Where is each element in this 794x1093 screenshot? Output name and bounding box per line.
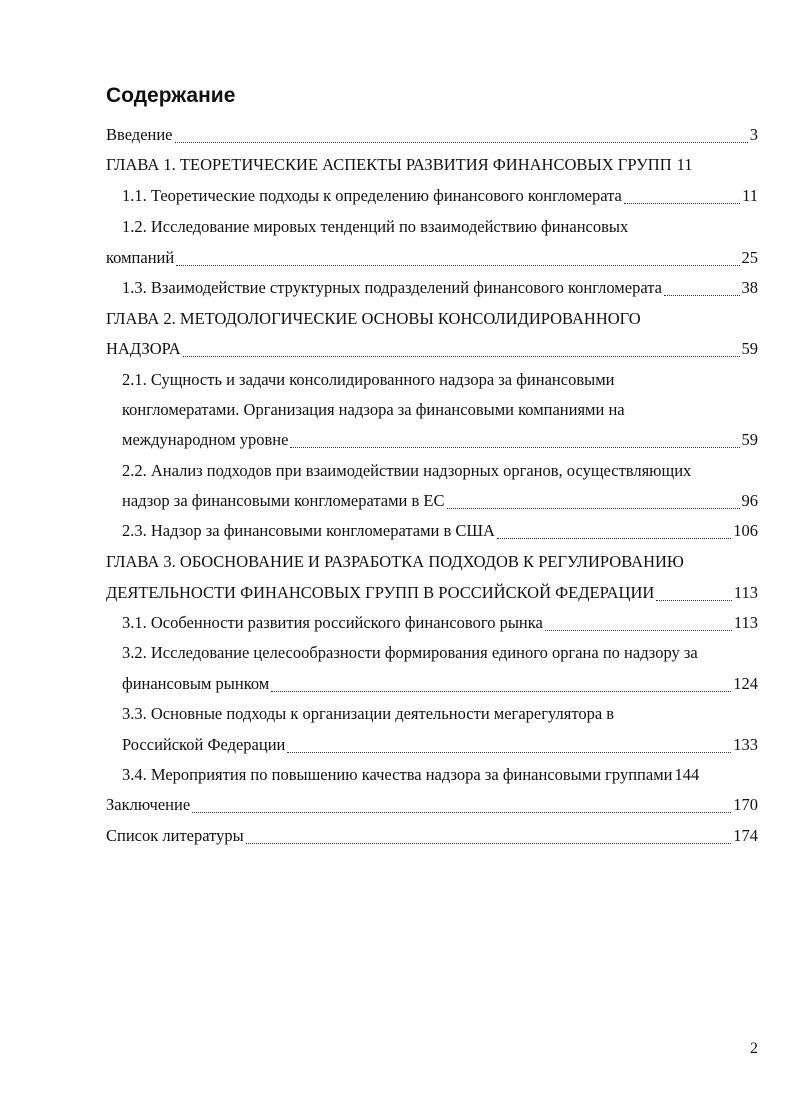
toc-entry-chapter-3-line1: ГЛАВА 3. ОБОСНОВАНИЕ И РАЗРАБОТКА ПОДХОДОВ К РЕГУЛИРОВАНИЮ — [106, 552, 684, 571]
dot-leader — [624, 203, 740, 204]
toc-entry-2-1-line1: 2.1. Сущность и задачи консолидированного надзора за финансовыми — [122, 370, 615, 389]
toc-entry-2-2 — [122, 486, 758, 516]
toc-entry-text: надзор за финансовыми конгломератами в ЕС — [122, 491, 445, 510]
dot-leader — [545, 630, 732, 631]
toc-entry-text: Заключение — [106, 795, 191, 814]
toc-entry-conclusion — [106, 790, 758, 820]
toc-entry-text: ДЕЯТЕЛЬНОСТИ ФИНАНСОВЫХ ГРУПП В РОССИЙСКОЙ ФЕДЕРАЦИИ — [106, 583, 655, 602]
toc-entry-intro — [106, 120, 758, 150]
page-title: Содержание — [106, 84, 236, 107]
toc-entry-references — [106, 821, 758, 851]
dot-leader — [497, 538, 731, 539]
dot-leader — [271, 691, 731, 692]
toc-page-number: 144 — [674, 765, 700, 784]
toc-entry-text: международном уровне — [122, 430, 289, 449]
toc-entry-2-1-line2: конгломератами. Организация надзора за финансовыми компаниями на — [122, 400, 625, 419]
toc-page-number: 133 — [733, 735, 758, 754]
page-number: 2 — [750, 1040, 758, 1057]
dot-leader — [664, 295, 740, 296]
toc-entry-1-2 — [106, 243, 758, 273]
toc-entry-text: финансовым рынком — [122, 674, 270, 693]
toc-entry-3-4 — [122, 760, 758, 790]
toc-entry-text: Список литературы — [106, 826, 244, 845]
toc-page-number: 25 — [741, 248, 758, 267]
toc-entry-3-3-line1: 3.3. Основные подходы к организации деятельности мегарегулятора в — [122, 704, 615, 723]
toc-entry-1-2-line1: 1.2. Исследование мировых тенденций по взаимодействию финансовых — [122, 217, 629, 236]
toc-entry-text: 1.1. Теоретические подходы к определению финансового конгломерата — [122, 186, 622, 205]
toc-page-number: 96 — [741, 491, 758, 510]
dot-leader — [246, 843, 732, 844]
toc-page-number: 59 — [741, 430, 758, 449]
toc-page-number: 174 — [733, 826, 758, 845]
dot-leader — [290, 447, 739, 448]
toc-page-number: 113 — [733, 583, 758, 602]
toc-entry-text: компаний — [106, 248, 175, 267]
dot-leader — [175, 142, 748, 143]
toc-entry-3-1 — [122, 608, 758, 638]
toc-entry-3-2 — [122, 669, 758, 699]
toc-entry-text: 3.1. Особенности развития российского финансового рынка — [122, 613, 543, 632]
toc-entry-1-1 — [122, 181, 758, 211]
toc-page-number: 106 — [733, 521, 758, 540]
toc-entry-3-2-line1: 3.2. Исследование целесообразности формирования единого органа по надзору за — [122, 643, 698, 662]
toc-entry-chapter-2 — [106, 334, 758, 364]
dot-leader — [447, 508, 740, 509]
toc-page-number: 38 — [741, 278, 758, 297]
dot-leader — [176, 265, 739, 266]
toc-entry-2-1 — [122, 425, 758, 455]
toc-entry-2-2-line1: 2.2. Анализ подходов при взаимодействии надзорных органов, осуществляющих — [122, 461, 692, 480]
toc-page-number: 3 — [749, 125, 758, 144]
toc-entry-text: 3.4. Мероприятия по повышению качества надзора за финансовыми группами — [122, 765, 673, 784]
toc-entry-chapter-2-line1: ГЛАВА 2. МЕТОДОЛОГИЧЕСКИЕ ОСНОВЫ КОНСОЛИДИРОВАННОГО — [106, 309, 641, 328]
dot-leader — [192, 812, 731, 813]
toc-entry-1-3 — [122, 273, 758, 303]
toc-entry-chapter-1 — [106, 150, 758, 180]
toc-entry-text: Введение — [106, 125, 173, 144]
dot-leader — [183, 356, 740, 357]
toc-page-number: 113 — [733, 613, 758, 632]
dot-leader — [656, 600, 732, 601]
toc-page-number: 124 — [733, 674, 758, 693]
toc-entry-2-3 — [122, 516, 758, 546]
toc-entry-text: 1.3. Взаимодействие структурных подразделений финансового конгломерата — [122, 278, 662, 297]
toc-entry-chapter-3 — [106, 578, 758, 608]
dot-leader — [287, 752, 731, 753]
toc-page-number: 170 — [733, 795, 758, 814]
toc-entry-text: НАДЗОРА — [106, 339, 181, 358]
toc-entry-text: ГЛАВА 1. ТЕОРЕТИЧЕСКИЕ АСПЕКТЫ РАЗВИТИЯ ФИНАНСОВЫХ ГРУПП — [106, 155, 672, 174]
toc-entry-3-3 — [122, 730, 758, 760]
toc-page-number: 11 — [742, 186, 758, 205]
toc-page-number: 59 — [741, 339, 758, 358]
toc-page-number: 11 — [676, 155, 693, 174]
toc-entry-text: 2.3. Надзор за финансовыми конгломератами в США — [122, 521, 495, 540]
toc-entry-text: Российской Федерации — [122, 735, 286, 754]
